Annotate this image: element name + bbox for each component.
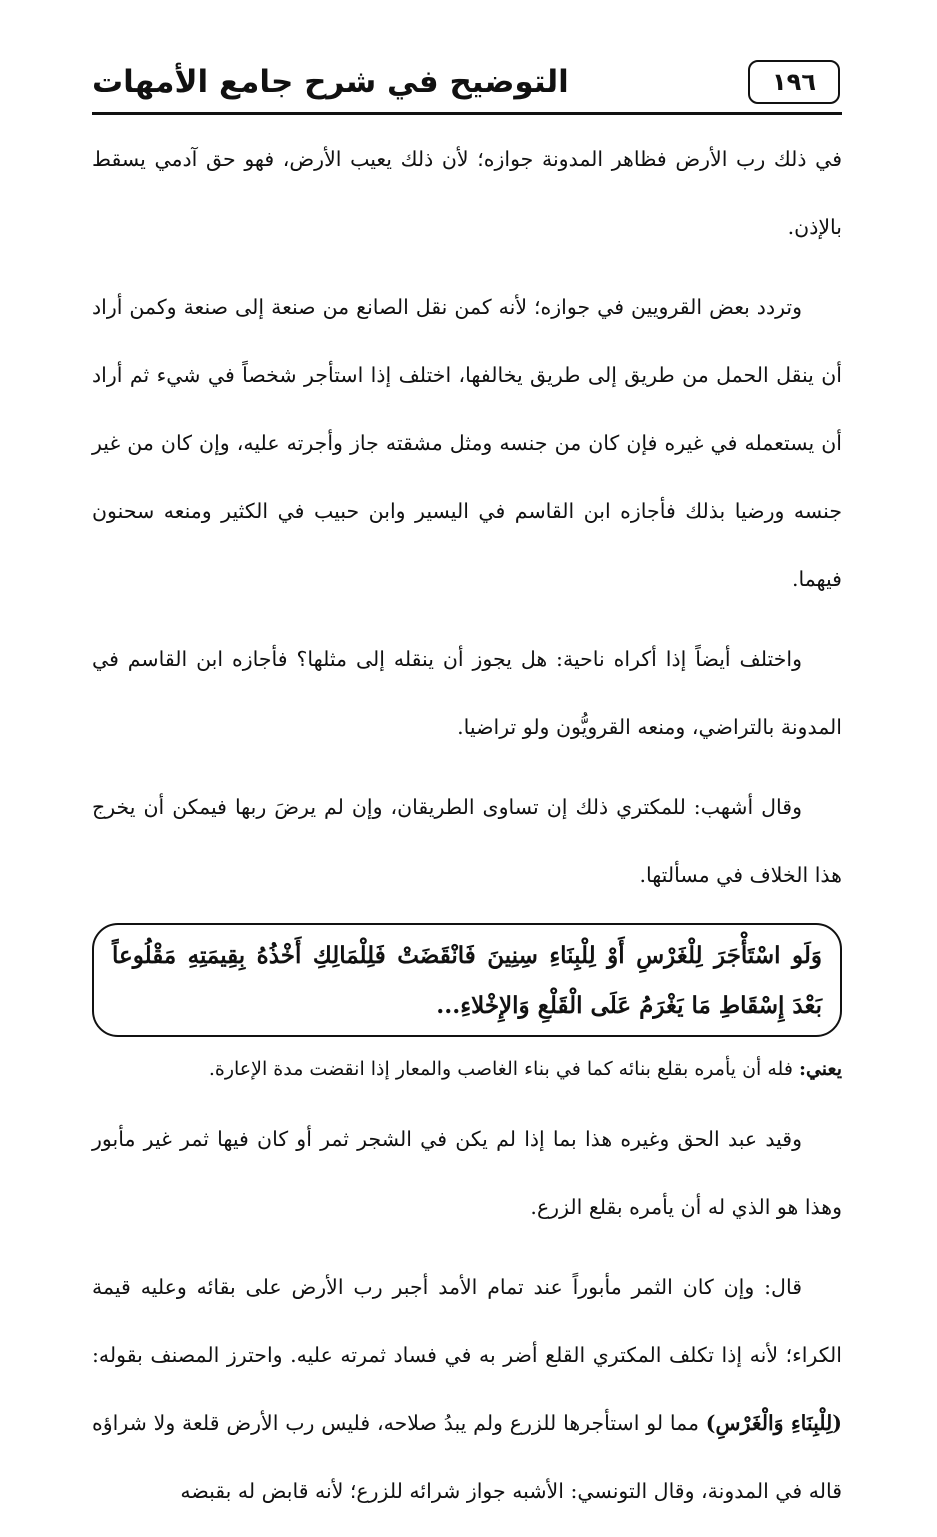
paragraph — [92, 625, 842, 761]
explanation-label: يعني: — [798, 1058, 842, 1080]
matn-box — [92, 923, 842, 1037]
explanation-text: فله أن يأمره بقلع بنائه كما في بناء الغاصب والمعار إذا انقضت مدة الإعارة. — [208, 1058, 799, 1080]
page-number: ١٩٦ — [748, 60, 840, 104]
paragraph — [92, 125, 842, 261]
paragraph-text: قال: وإن كان الثمر مأبوراً عند تمام الأمد أجبر رب الأرض على بقائه وعليه قيمة الكراء؛ لأنه إذا تكلف المكتري القلع أضر به في فساد ثمرته عليه. واحترز المصنف بقوله: — [92, 1275, 842, 1367]
paragraph — [92, 1253, 842, 1525]
paragraph-text: في ذلك رب الأرض فظاهر المدونة جوازه؛ لأن ذلك يعيب الأرض، فهو حق آدمي يسقط بالإذن. — [92, 147, 842, 239]
paragraph-text: وتردد بعض القرويين في جوازه؛ لأنه كمن نقل الصانع من صنعة إلى صنعة وكمن أراد أن ينقل الحمل من طريق إلى طريق يخالفها، اختلف إذا استأجر شخصاً في شيء ثم أراد أن يستعمله في غيره فإن كان من جنسه ومثل مشقته جاز وأجرته عليه، وإن كان من غير جنسه ورضيا بذلك فأجازه ابن القاسم في اليسير وابن حبيب في الكثير ومنعه سحنون فيهما. — [92, 295, 842, 591]
header-rule — [92, 112, 842, 115]
paragraph — [92, 773, 842, 909]
explanation — [92, 1041, 842, 1097]
page-body — [92, 125, 842, 1537]
matn-text: وَلَو اسْتَأْجَرَ لِلْغَرْسِ أَوْ لِلْبِنَاءِ سِنِينَ فَانْقَضَتْ فَلِلْمَالِكِ أَخْذُهُ بِقِيمَتِهِ مَقْلُوعاً بَعْدَ إِسْقَاطِ مَا يَغْرَمُ عَلَى الْقَلْعِ وَالإِخْلاءِ... — [112, 942, 822, 1019]
paragraph-text: وقيد عبد الحق وغيره هذا بما إذا لم يكن في الشجر ثمر أو كان فيها ثمر غير مأبور وهذا هو الذي له أن يأمره بقلع الزرع. — [92, 1127, 842, 1219]
paragraph-text: مما لو استأجرها للزرع ولم يبدُ صلاحه، فليس رب الأرض قلعة ولا شراؤه قاله في المدونة، وقال التونسي: الأشبه جواز شرائه للزرع؛ لأنه قابض له بقبضه — [92, 1411, 842, 1503]
page-header — [92, 50, 840, 114]
paragraph-text: وقال أشهب: للمكتري ذلك إن تساوى الطريقان، وإن لم يرضَ ربها فيمكن أن يخرج هذا الخلاف في مسألتها. — [92, 795, 842, 887]
paragraph — [92, 273, 842, 613]
quoted-matn: (لِلْبِنَاءِ وَالْغَرْسِ) — [705, 1411, 842, 1435]
paragraph — [92, 1105, 842, 1241]
book-title: التوضيح في شرح جامع الأمهات — [92, 64, 569, 100]
paragraph-text: واختلف أيضاً إذا أكراه ناحية: هل يجوز أن ينقله إلى مثلها؟ فأجازه ابن القاسم في المدونة بالتراضي، ومنعه القرويُّون ولو تراضيا. — [92, 647, 842, 739]
